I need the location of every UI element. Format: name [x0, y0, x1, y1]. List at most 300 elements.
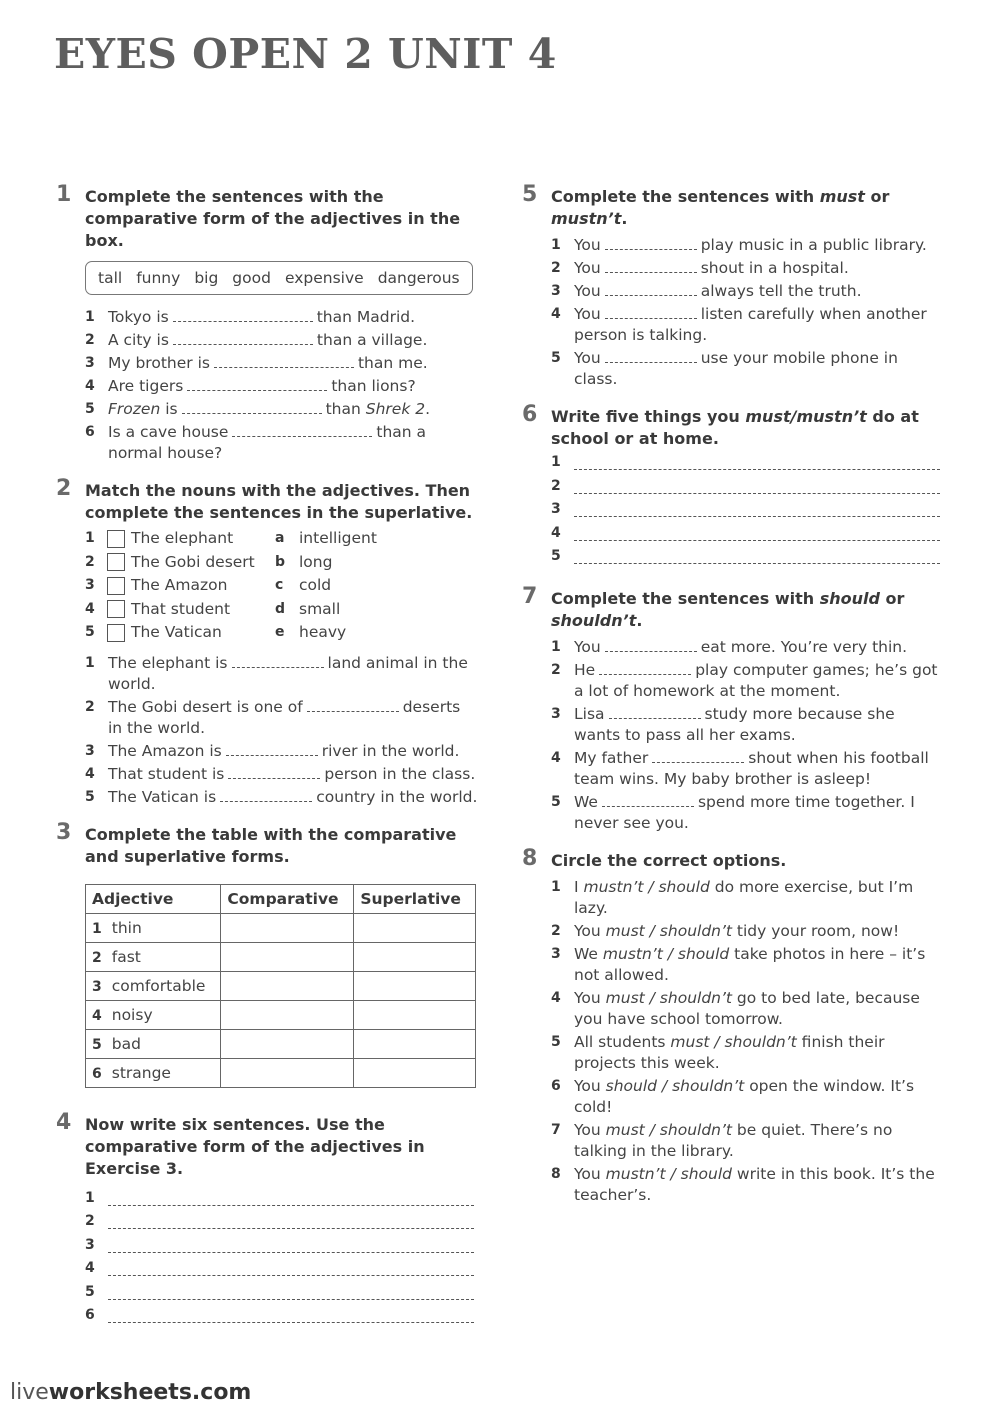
item-number: 4	[551, 749, 561, 766]
answer-checkbox[interactable]	[107, 553, 125, 571]
exercise-item	[85, 376, 478, 397]
item-text: be quiet. There’s no talking in the library.	[574, 1120, 893, 1160]
option-choice[interactable]: must / shouldn’t	[605, 988, 732, 1007]
exercise-item	[551, 921, 944, 942]
match-row	[85, 621, 478, 645]
item-text: The Amazon is	[108, 741, 222, 760]
item-text: study more because she wants to pass all her exams.	[574, 704, 895, 744]
match-row	[85, 598, 478, 622]
answer-blank[interactable]	[232, 653, 324, 668]
writing-line[interactable]	[108, 1284, 474, 1300]
table-row	[86, 942, 476, 971]
writing-line-row	[551, 454, 944, 478]
adjective-text: fast	[111, 947, 141, 966]
item-text: than	[325, 400, 366, 418]
writing-line-row	[551, 548, 944, 572]
item-number: 1	[551, 878, 561, 895]
writing-line-row	[85, 1237, 478, 1261]
comparative-cell[interactable]	[221, 913, 354, 942]
adjective-cell	[86, 1029, 221, 1058]
item-text: than me.	[357, 354, 428, 372]
item-text: play music in a public library.	[700, 236, 927, 254]
item-text: use your mobile phone in class.	[574, 349, 898, 388]
item-text: We	[574, 792, 598, 811]
item-number: 2	[85, 553, 95, 570]
exercise-number: 5	[522, 182, 538, 207]
adjective-text: long	[299, 552, 333, 571]
exercise-4	[56, 1109, 478, 1331]
exercise-2	[56, 476, 478, 808]
answer-blank[interactable]	[652, 748, 744, 763]
item-text: You	[574, 1076, 606, 1095]
exercise-number: 1	[56, 182, 72, 207]
answer-blank[interactable]	[605, 258, 697, 273]
writing-line[interactable]	[108, 1190, 474, 1206]
option-choice[interactable]: must / shouldn’t	[605, 1120, 732, 1139]
exercise-number: 6	[522, 402, 538, 427]
item-number: 1	[85, 1189, 95, 1206]
item-text: spend more time together. I never see you.	[574, 792, 915, 832]
noun-text: The Amazon	[131, 576, 228, 594]
instruction-text: .	[636, 610, 643, 630]
adjective-text: intelligent	[299, 529, 377, 547]
instruction-text: .	[621, 209, 628, 228]
adjective-cell	[86, 1058, 221, 1087]
noun-text: That student	[131, 599, 231, 618]
writing-line[interactable]	[574, 548, 940, 564]
exercise-instruction: Complete the table with the comparative and superlative forms.	[85, 824, 457, 866]
option-letter: d	[275, 600, 286, 617]
answer-blank[interactable]	[182, 399, 322, 414]
item-number: 3	[551, 283, 561, 299]
writing-line[interactable]	[574, 454, 940, 470]
logo-text: live	[10, 1380, 49, 1405]
answer-checkbox[interactable]	[107, 624, 125, 642]
item-text: Lisa	[574, 704, 605, 723]
item-number: 3	[85, 1236, 95, 1253]
item-text: write in this book. It’s the teacher’s.	[574, 1164, 935, 1204]
item-number: 5	[85, 1283, 95, 1300]
exercise-item	[551, 235, 944, 256]
comparative-cell[interactable]	[221, 1058, 354, 1087]
item-text: I	[574, 877, 584, 896]
adjective-text: cold	[299, 576, 332, 594]
exercise-instruction	[551, 588, 944, 632]
answer-blank[interactable]	[226, 741, 318, 756]
item-text: You	[574, 349, 601, 367]
exercise-item	[85, 307, 478, 328]
answer-blank[interactable]	[187, 376, 327, 391]
item-number: 5	[551, 793, 561, 810]
item-text: country in the world.	[316, 787, 478, 806]
noun-text: The Gobi desert	[131, 552, 255, 571]
writing-line-row	[551, 525, 944, 549]
exercise-instruction: Complete the sentences with the comparative form of the adjectives in the box.	[85, 187, 461, 250]
exercise-item	[551, 637, 944, 658]
exercise-5	[522, 182, 944, 390]
instruction-text: should	[819, 588, 880, 608]
noun-text: The elephant	[131, 529, 234, 547]
adjective-text: thin	[111, 918, 142, 937]
superlative-cell[interactable]	[354, 1029, 476, 1058]
right-column	[522, 182, 944, 1222]
exercise-item	[551, 1120, 944, 1162]
exercise-item	[551, 348, 944, 390]
item-text: river in the world.	[321, 741, 460, 760]
item-number: 2	[551, 661, 561, 678]
item-number: 2	[92, 949, 102, 966]
exercise-number: 8	[522, 845, 538, 871]
adjective-cell	[86, 1000, 221, 1029]
item-text: You	[574, 988, 606, 1007]
exercise-item	[85, 653, 478, 695]
item-number: 3	[551, 501, 561, 517]
adjective-text: heavy	[299, 623, 347, 641]
instruction-text: Complete the sentences with	[551, 588, 820, 608]
item-number: 5	[85, 624, 95, 640]
item-text: than a village.	[316, 331, 428, 349]
item-number: 4	[92, 1007, 102, 1024]
word-box-item: dangerous	[377, 269, 460, 287]
item-text: than lions?	[331, 377, 416, 395]
matching-list	[85, 527, 478, 645]
item-text: You	[574, 282, 601, 300]
item-text: person in the class.	[324, 764, 476, 783]
instruction-text: mustn’t	[551, 209, 622, 228]
item-text: The Vatican is	[108, 787, 217, 806]
item-number: 1	[551, 638, 561, 655]
item-text: You	[574, 259, 601, 277]
item-number: 6	[85, 424, 95, 440]
option-choice[interactable]: must / shouldn’t	[605, 921, 732, 940]
table-row	[86, 1000, 476, 1029]
logo-text: worksheets	[48, 1380, 192, 1405]
exercise-item	[85, 422, 478, 464]
exercise-item	[551, 704, 944, 746]
instruction-text: or	[864, 187, 890, 206]
answer-blank[interactable]	[173, 307, 313, 322]
item-number: 5	[551, 1033, 561, 1050]
exercise-instruction: Now write six sentences. Use the comparative form of the adjectives in Exercise 3.	[85, 1114, 425, 1178]
option-choice[interactable]: should / shouldn’t	[605, 1076, 745, 1095]
answer-checkbox[interactable]	[107, 530, 125, 548]
instruction-text: shouldn’t	[551, 610, 637, 630]
item-text: open the window. It’s cold!	[574, 1076, 915, 1116]
option-choice[interactable]: mustn’t / should	[605, 1164, 732, 1183]
comparative-cell[interactable]	[221, 1029, 354, 1058]
column-header: Adjective	[86, 884, 221, 913]
item-text: Is a cave house	[108, 423, 229, 441]
exercise-item	[551, 258, 944, 279]
item-number: 1	[551, 237, 561, 253]
answer-blank[interactable]	[307, 697, 399, 712]
item-number: 5	[551, 350, 561, 366]
exercise-number: 4	[56, 1109, 72, 1135]
exercise-item	[85, 353, 478, 374]
table-row	[86, 971, 476, 1000]
match-row	[85, 527, 478, 551]
item-number: 3	[85, 742, 95, 759]
item-number: 3	[551, 705, 561, 722]
writing-line[interactable]	[108, 1307, 474, 1323]
instruction-text: Write five things you	[551, 407, 746, 426]
superlative-cell[interactable]	[354, 913, 476, 942]
item-text: .	[425, 400, 431, 418]
item-text: You	[574, 1120, 606, 1139]
superlative-cell[interactable]	[354, 971, 476, 1000]
item-number: 4	[85, 765, 95, 782]
item-number: 3	[92, 978, 102, 995]
page-title: EYES OPEN 2 UNIT 4	[54, 30, 557, 78]
item-text: My brother is	[108, 354, 210, 372]
item-text: go to bed late, because you have school tomorrow.	[574, 988, 920, 1028]
exercise-item	[85, 764, 478, 785]
instruction-text: do at school or at home.	[551, 407, 919, 448]
column-header: Comparative	[221, 884, 354, 913]
exercise-item	[551, 748, 944, 790]
writing-line[interactable]	[574, 478, 940, 494]
superlative-cell[interactable]	[354, 942, 476, 971]
answer-blank[interactable]	[605, 348, 697, 363]
item-text: You	[574, 1164, 606, 1183]
superlative-cell[interactable]	[354, 1000, 476, 1029]
item-number: 1	[85, 309, 95, 325]
option-choice[interactable]: mustn’t / should	[583, 877, 710, 896]
exercise-item	[551, 877, 944, 919]
item-text: The elephant is	[108, 653, 228, 672]
instruction-text: must/mustn’t	[745, 407, 867, 426]
item-text: A city is	[108, 331, 169, 349]
item-number: 4	[551, 306, 561, 322]
exercise-number: 2	[56, 476, 72, 501]
answer-blank[interactable]	[602, 792, 694, 807]
writing-line-row	[85, 1284, 478, 1308]
adjective-text: bad	[111, 1034, 141, 1053]
item-text: finish their projects this week.	[574, 1032, 885, 1072]
item-number: 2	[551, 477, 561, 494]
item-text: You	[574, 637, 601, 656]
exercise-item	[551, 792, 944, 834]
item-text: shout in a hospital.	[700, 259, 849, 277]
answer-checkbox[interactable]	[107, 600, 125, 618]
exercise-instruction: Circle the correct options.	[551, 850, 787, 870]
writing-line-row	[85, 1260, 478, 1284]
item-number: 3	[85, 355, 95, 371]
exercise-item	[551, 988, 944, 1030]
exercise-instruction	[551, 186, 944, 230]
item-text: do more exercise, but I’m lazy.	[574, 877, 914, 917]
table-row	[86, 913, 476, 942]
exercise-instruction: Match the nouns with the adjectives. Then complete the sentences in the superlative.	[85, 481, 473, 522]
exercise-item	[551, 1164, 944, 1206]
option-letter: c	[275, 577, 284, 593]
item-number: 5	[551, 548, 561, 564]
adjective-text: noisy	[111, 1005, 153, 1024]
item-text: always tell the truth.	[700, 282, 862, 300]
item-text: You	[574, 305, 601, 323]
item-text: than Madrid.	[316, 308, 416, 326]
writing-line[interactable]	[108, 1237, 474, 1253]
exercise-instruction	[551, 406, 944, 450]
item-text: That student is	[108, 764, 225, 783]
exercise-item	[85, 787, 478, 808]
item-number: 6	[551, 1077, 561, 1094]
item-text: Shrek 2	[365, 400, 426, 418]
answer-checkbox[interactable]	[107, 577, 125, 595]
item-number: 1	[92, 920, 102, 937]
answer-blank[interactable]	[605, 281, 697, 296]
comparative-cell[interactable]	[221, 1000, 354, 1029]
writing-line-row	[551, 501, 944, 525]
writing-line-row	[551, 478, 944, 502]
item-number: 1	[85, 530, 95, 546]
option-letter: e	[275, 624, 285, 640]
option-choice[interactable]: mustn’t / should	[602, 944, 730, 963]
writing-line-row	[85, 1213, 478, 1237]
item-text: shout when his football team wins. My baby brother is asleep!	[574, 748, 929, 788]
option-letter: a	[275, 530, 285, 546]
exercise-item	[551, 944, 944, 986]
item-number: 1	[85, 654, 95, 671]
answer-blank[interactable]	[228, 764, 320, 779]
adjective-text: comfortable	[111, 976, 206, 995]
answer-blank[interactable]	[173, 330, 313, 345]
exercise-number: 3	[56, 819, 72, 845]
exercise-item	[551, 304, 944, 346]
exercise-6	[522, 402, 944, 572]
option-choice[interactable]: must / shouldn’t	[670, 1032, 797, 1051]
option-letter: b	[275, 553, 286, 570]
exercise-item	[551, 1032, 944, 1074]
writing-line[interactable]	[108, 1260, 474, 1276]
item-number: 3	[85, 577, 95, 593]
item-number: 3	[551, 945, 561, 962]
table-row	[86, 1058, 476, 1087]
noun-text: The Vatican	[131, 623, 222, 641]
item-text: play computer games; he’s got a lot of homework at the moment.	[574, 660, 938, 700]
writing-line[interactable]	[574, 525, 940, 541]
word-box-item: big	[194, 269, 219, 287]
column-header: Superlative	[354, 884, 476, 913]
item-text: than a normal house?	[108, 423, 427, 462]
item-text: The Gobi desert is one of	[108, 697, 303, 716]
word-box-item: expensive	[284, 269, 364, 287]
word-box-item: tall	[98, 269, 123, 287]
item-number: 2	[85, 698, 95, 715]
writing-line-row	[85, 1190, 478, 1214]
instruction-text: Complete the sentences with	[551, 187, 820, 206]
site-logo	[10, 1380, 251, 1405]
item-text: He	[574, 660, 596, 679]
answer-blank[interactable]	[609, 704, 701, 719]
item-number: 2	[85, 332, 95, 348]
instruction-text: or	[879, 588, 905, 608]
word-box-item: funny	[136, 269, 181, 287]
item-number: 4	[85, 1260, 95, 1276]
writing-line[interactable]	[108, 1213, 474, 1229]
item-text: deserts in the world.	[108, 697, 461, 737]
answer-blank[interactable]	[605, 304, 697, 319]
answer-blank[interactable]	[605, 235, 697, 250]
answer-blank[interactable]	[605, 637, 697, 652]
answer-blank[interactable]	[232, 422, 372, 437]
adjective-cell	[86, 942, 221, 971]
item-number: 5	[85, 401, 95, 417]
left-column	[56, 182, 478, 1347]
item-text: tidy your room, now!	[732, 921, 900, 940]
exercise-item	[85, 741, 478, 762]
item-number: 1	[551, 454, 561, 470]
adjective-cell	[86, 971, 221, 1000]
writing-line-row	[85, 1307, 478, 1331]
item-number: 4	[85, 378, 95, 394]
item-text: take photos in here – it’s not allowed.	[574, 944, 926, 984]
exercise-item	[85, 697, 478, 739]
item-text: All students	[574, 1032, 671, 1051]
logo-text: .com	[191, 1380, 252, 1405]
item-number: 7	[551, 1121, 561, 1138]
exercise-item	[551, 1076, 944, 1118]
item-text: listen carefully when another person is talking.	[574, 305, 927, 344]
answer-blank[interactable]	[220, 787, 312, 802]
item-text: You	[574, 921, 606, 940]
word-box-item: good	[232, 269, 271, 287]
item-number: 6	[92, 1065, 102, 1082]
adjective-cell	[86, 913, 221, 942]
item-text: is	[160, 400, 178, 418]
forms-table	[85, 884, 476, 1088]
item-text: We	[574, 944, 603, 963]
item-number: 2	[551, 922, 561, 939]
item-number: 4	[551, 989, 561, 1006]
answer-blank[interactable]	[599, 660, 691, 675]
item-number: 8	[551, 1165, 561, 1182]
exercise-3	[56, 819, 478, 1088]
item-text: Frozen	[108, 400, 161, 418]
adjective-text: strange	[111, 1063, 171, 1082]
match-row	[85, 551, 478, 575]
exercise-number: 7	[522, 583, 538, 609]
word-box	[85, 261, 473, 295]
item-number: 2	[551, 260, 561, 276]
answer-blank[interactable]	[214, 353, 354, 368]
comparative-cell[interactable]	[221, 971, 354, 1000]
table-row	[86, 1029, 476, 1058]
exercise-7	[522, 583, 944, 834]
item-number: 4	[85, 600, 95, 617]
comparative-cell[interactable]	[221, 942, 354, 971]
item-number: 5	[92, 1036, 102, 1053]
exercise-8	[522, 845, 944, 1206]
exercise-item	[85, 399, 478, 420]
item-text: Are tigers	[108, 377, 184, 395]
item-text: Tokyo is	[108, 308, 169, 326]
match-row	[85, 574, 478, 598]
exercise-item	[551, 281, 944, 302]
exercise-item	[85, 330, 478, 351]
item-number: 5	[85, 788, 95, 805]
exercise-1	[56, 182, 478, 464]
superlative-cell[interactable]	[354, 1058, 476, 1087]
writing-line[interactable]	[574, 501, 940, 517]
item-text: land animal in the world.	[108, 653, 468, 693]
table-header-row	[86, 884, 476, 913]
adjective-text: small	[299, 599, 341, 618]
item-text: eat more. You’re very thin.	[700, 637, 908, 656]
item-text: You	[574, 236, 601, 254]
item-number: 6	[85, 1307, 95, 1323]
exercise-item	[551, 660, 944, 702]
